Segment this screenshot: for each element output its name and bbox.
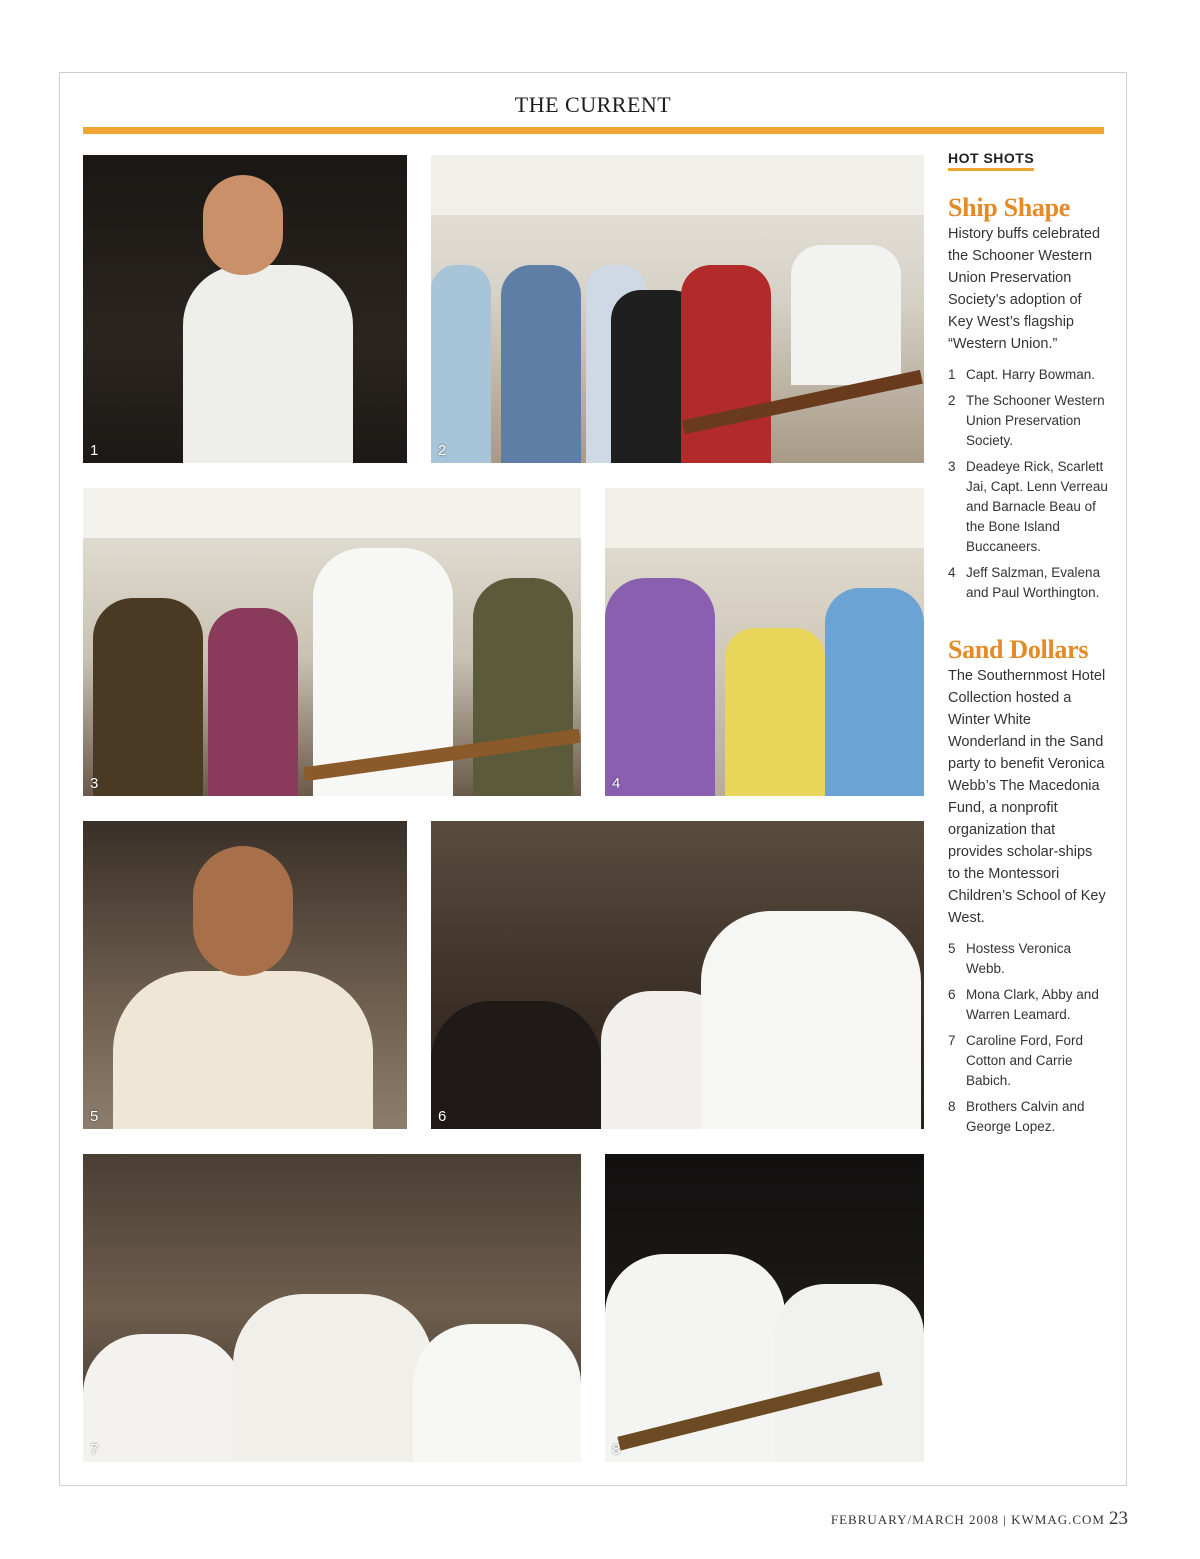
- photo-7: [83, 1154, 581, 1462]
- figure-head: [203, 175, 283, 275]
- photo-5: [83, 821, 407, 1129]
- figure-dress: [113, 971, 373, 1129]
- sail: [83, 488, 581, 538]
- figure: [791, 245, 901, 385]
- story-body: The Southernmost Hotel Collection hosted a Winter White Wonderland in the Sand party to benefit Veronica Webb’s The Macedonia Fund, a nonprofit organization that provides scholar-ships to the Montessori Children’s School of Key West.: [948, 668, 1106, 926]
- header-rule: [83, 127, 1104, 134]
- photo-number: 3: [90, 775, 99, 792]
- caption-list: [948, 939, 1108, 1137]
- caption-item: [948, 939, 1108, 979]
- caption-number: 6: [948, 987, 956, 1002]
- figure: [725, 628, 825, 796]
- caption-number: 8: [948, 1099, 956, 1114]
- caption-text: Hostess Veronica Webb.: [966, 941, 1072, 976]
- figure: [825, 588, 924, 796]
- figure: [681, 265, 771, 463]
- photo-number: 4: [612, 775, 621, 792]
- caption-text: Mona Clark, Abby and Warren Leamard.: [966, 987, 1099, 1022]
- sail: [605, 488, 924, 548]
- figure: [208, 608, 298, 796]
- figure: [701, 911, 921, 1129]
- figure-head: [193, 846, 293, 976]
- caption-text: Jeff Salzman, Evalena and Paul Worthington.: [966, 565, 1101, 600]
- caption-text: Deadeye Rick, Scarlett Jai, Capt. Lenn Verreau and Barnacle Beau of the Bone Island Buccaneers.: [966, 459, 1108, 554]
- photo-6: [431, 821, 924, 1129]
- caption-text: The Schooner Western Union Preservation Society.: [966, 393, 1105, 448]
- figure-shirt: [183, 265, 353, 463]
- sail: [431, 155, 924, 215]
- sidebar: [948, 150, 1108, 1143]
- photo-number: 1: [90, 442, 99, 459]
- figure: [431, 1001, 601, 1129]
- caption-text: Brothers Calvin and George Lopez.: [966, 1099, 1085, 1134]
- section-title: THE CURRENT: [514, 92, 672, 117]
- page-number: 23: [1109, 1508, 1128, 1529]
- page-footer: [831, 1508, 1128, 1530]
- photo-number: 2: [438, 442, 447, 459]
- caption-item: [948, 985, 1108, 1025]
- caption-item: [948, 1031, 1108, 1091]
- caption-text: Caroline Ford, Ford Cotton and Carrie Babich.: [966, 1033, 1084, 1088]
- figure: [775, 1284, 924, 1462]
- caption-number: 2: [948, 393, 956, 408]
- story-title: Sand Dollars: [948, 635, 1089, 664]
- figure: [473, 578, 573, 796]
- caption-item: [948, 1097, 1108, 1137]
- figure: [83, 1334, 243, 1462]
- figure: [501, 265, 581, 463]
- caption-text: Capt. Harry Bowman.: [966, 367, 1096, 382]
- figure: [413, 1324, 581, 1462]
- caption-item: [948, 563, 1108, 603]
- caption-item: [948, 391, 1108, 451]
- photo-number: 5: [90, 1108, 99, 1125]
- photo-1: [83, 155, 407, 463]
- caption-number: 7: [948, 1033, 956, 1048]
- caption-item: [948, 365, 1108, 385]
- caption-number: 1: [948, 367, 956, 382]
- photo-number: 6: [438, 1108, 447, 1125]
- caption-number: 4: [948, 565, 956, 580]
- figure: [93, 598, 203, 796]
- caption-item: [948, 457, 1108, 557]
- photo-3: [83, 488, 581, 796]
- caption-number: 3: [948, 459, 956, 474]
- story-body: History buffs celebrated the Schooner Western Union Preservation Society’s adoption of Key West’s flagship “Western Union.”: [948, 226, 1101, 352]
- photo-2: [431, 155, 924, 463]
- caption-number: 5: [948, 941, 956, 956]
- issue-label: FEBRUARY/MARCH 2008 | KWMAG.COM: [830, 1512, 1105, 1527]
- figure: [431, 265, 491, 463]
- photo-8: [605, 1154, 924, 1462]
- figure: [233, 1294, 433, 1462]
- caption-list: [948, 365, 1108, 603]
- story-ship-shape: [948, 193, 1108, 603]
- photo-number: 8: [612, 1441, 621, 1458]
- photo-4: [605, 488, 924, 796]
- figure: [605, 578, 715, 796]
- photo-number: 7: [90, 1441, 99, 1458]
- story-title: Ship Shape: [948, 193, 1071, 222]
- kicker: HOT SHOTS: [948, 150, 1034, 171]
- story-sand-dollars: [948, 635, 1108, 1137]
